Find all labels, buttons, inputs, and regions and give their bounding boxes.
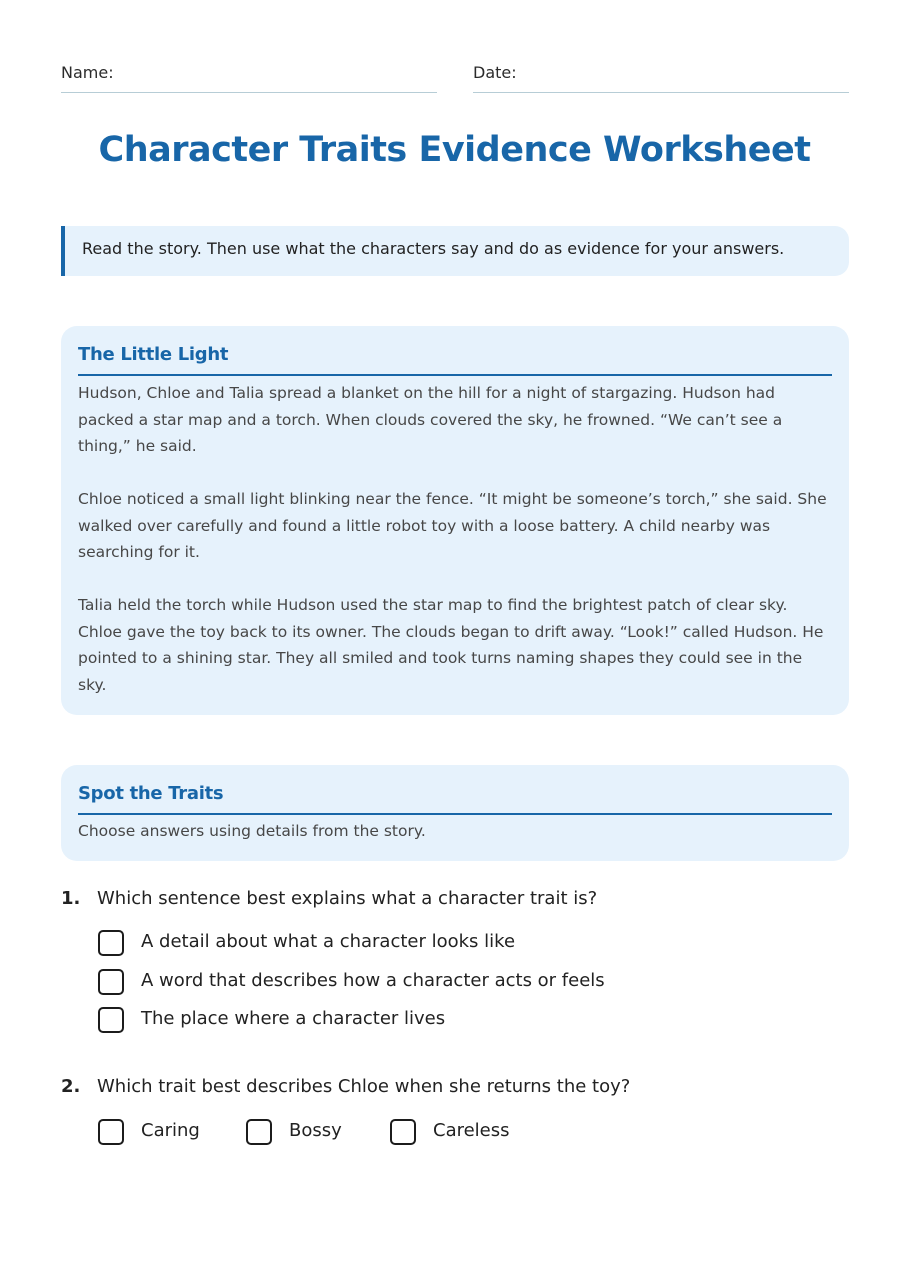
name-field[interactable]: [61, 62, 437, 93]
checkbox[interactable]: [246, 1119, 272, 1145]
checkbox[interactable]: [390, 1119, 416, 1145]
option-label: A detail about what a character looks like: [141, 931, 516, 952]
option-label: Bossy: [289, 1120, 342, 1141]
checkbox[interactable]: [98, 1119, 124, 1145]
name-label: Name:: [61, 63, 114, 82]
checkbox[interactable]: [98, 969, 124, 995]
page-title: Character Traits Evidence Worksheet: [98, 130, 811, 170]
checkbox[interactable]: [98, 1007, 124, 1033]
story-text: [78, 376, 832, 698]
date-label: Date:: [473, 63, 517, 82]
instruction-text: Read the story. Then use what the characters say and do as evidence for your answers.: [82, 239, 785, 258]
traits-title: Spot the Traits: [78, 783, 832, 815]
story-paragraph: Talia held the torch while Hudson used the star map to find the brightest patch of clear sky. Chloe gave the toy back to its owner. The clouds began to drift away. “Look!” called Hudson. He pointed to a shining star. They all smiled and took turns naming shapes they could see in the sky.: [78, 596, 824, 694]
story-title: The Little Light: [78, 344, 832, 376]
option-label: A word that describes how a character acts or feels: [141, 970, 605, 991]
checkbox[interactable]: [98, 930, 124, 956]
date-field[interactable]: [473, 62, 849, 93]
question-text: Which trait best describes Chloe when she returns the toy?: [97, 1076, 631, 1097]
story-panel: [61, 326, 849, 715]
question-number: 2.: [61, 1076, 81, 1097]
story-paragraph: Chloe noticed a small light blinking near the fence. “It might be someone’s torch,” she said. She walked over carefully and found a little robot toy with a loose battery. A child nearby was searching for it.: [78, 490, 827, 561]
instruction-box: [61, 226, 849, 276]
story-paragraph: Hudson, Chloe and Talia spread a blanket on the hill for a night of stargazing. Hudson had packed a star map and a torch. When clouds covered the sky, he frowned. “We can’t see a thing,” he said.: [78, 384, 783, 455]
traits-panel: [61, 765, 849, 861]
question-text: Which sentence best explains what a character trait is?: [97, 888, 598, 909]
question-number: 1.: [61, 888, 81, 909]
traits-subtitle: Choose answers using details from the story.: [78, 822, 426, 840]
option-label: Caring: [141, 1120, 200, 1141]
option-label: Careless: [433, 1120, 510, 1141]
option-label: The place where a character lives: [141, 1008, 446, 1029]
